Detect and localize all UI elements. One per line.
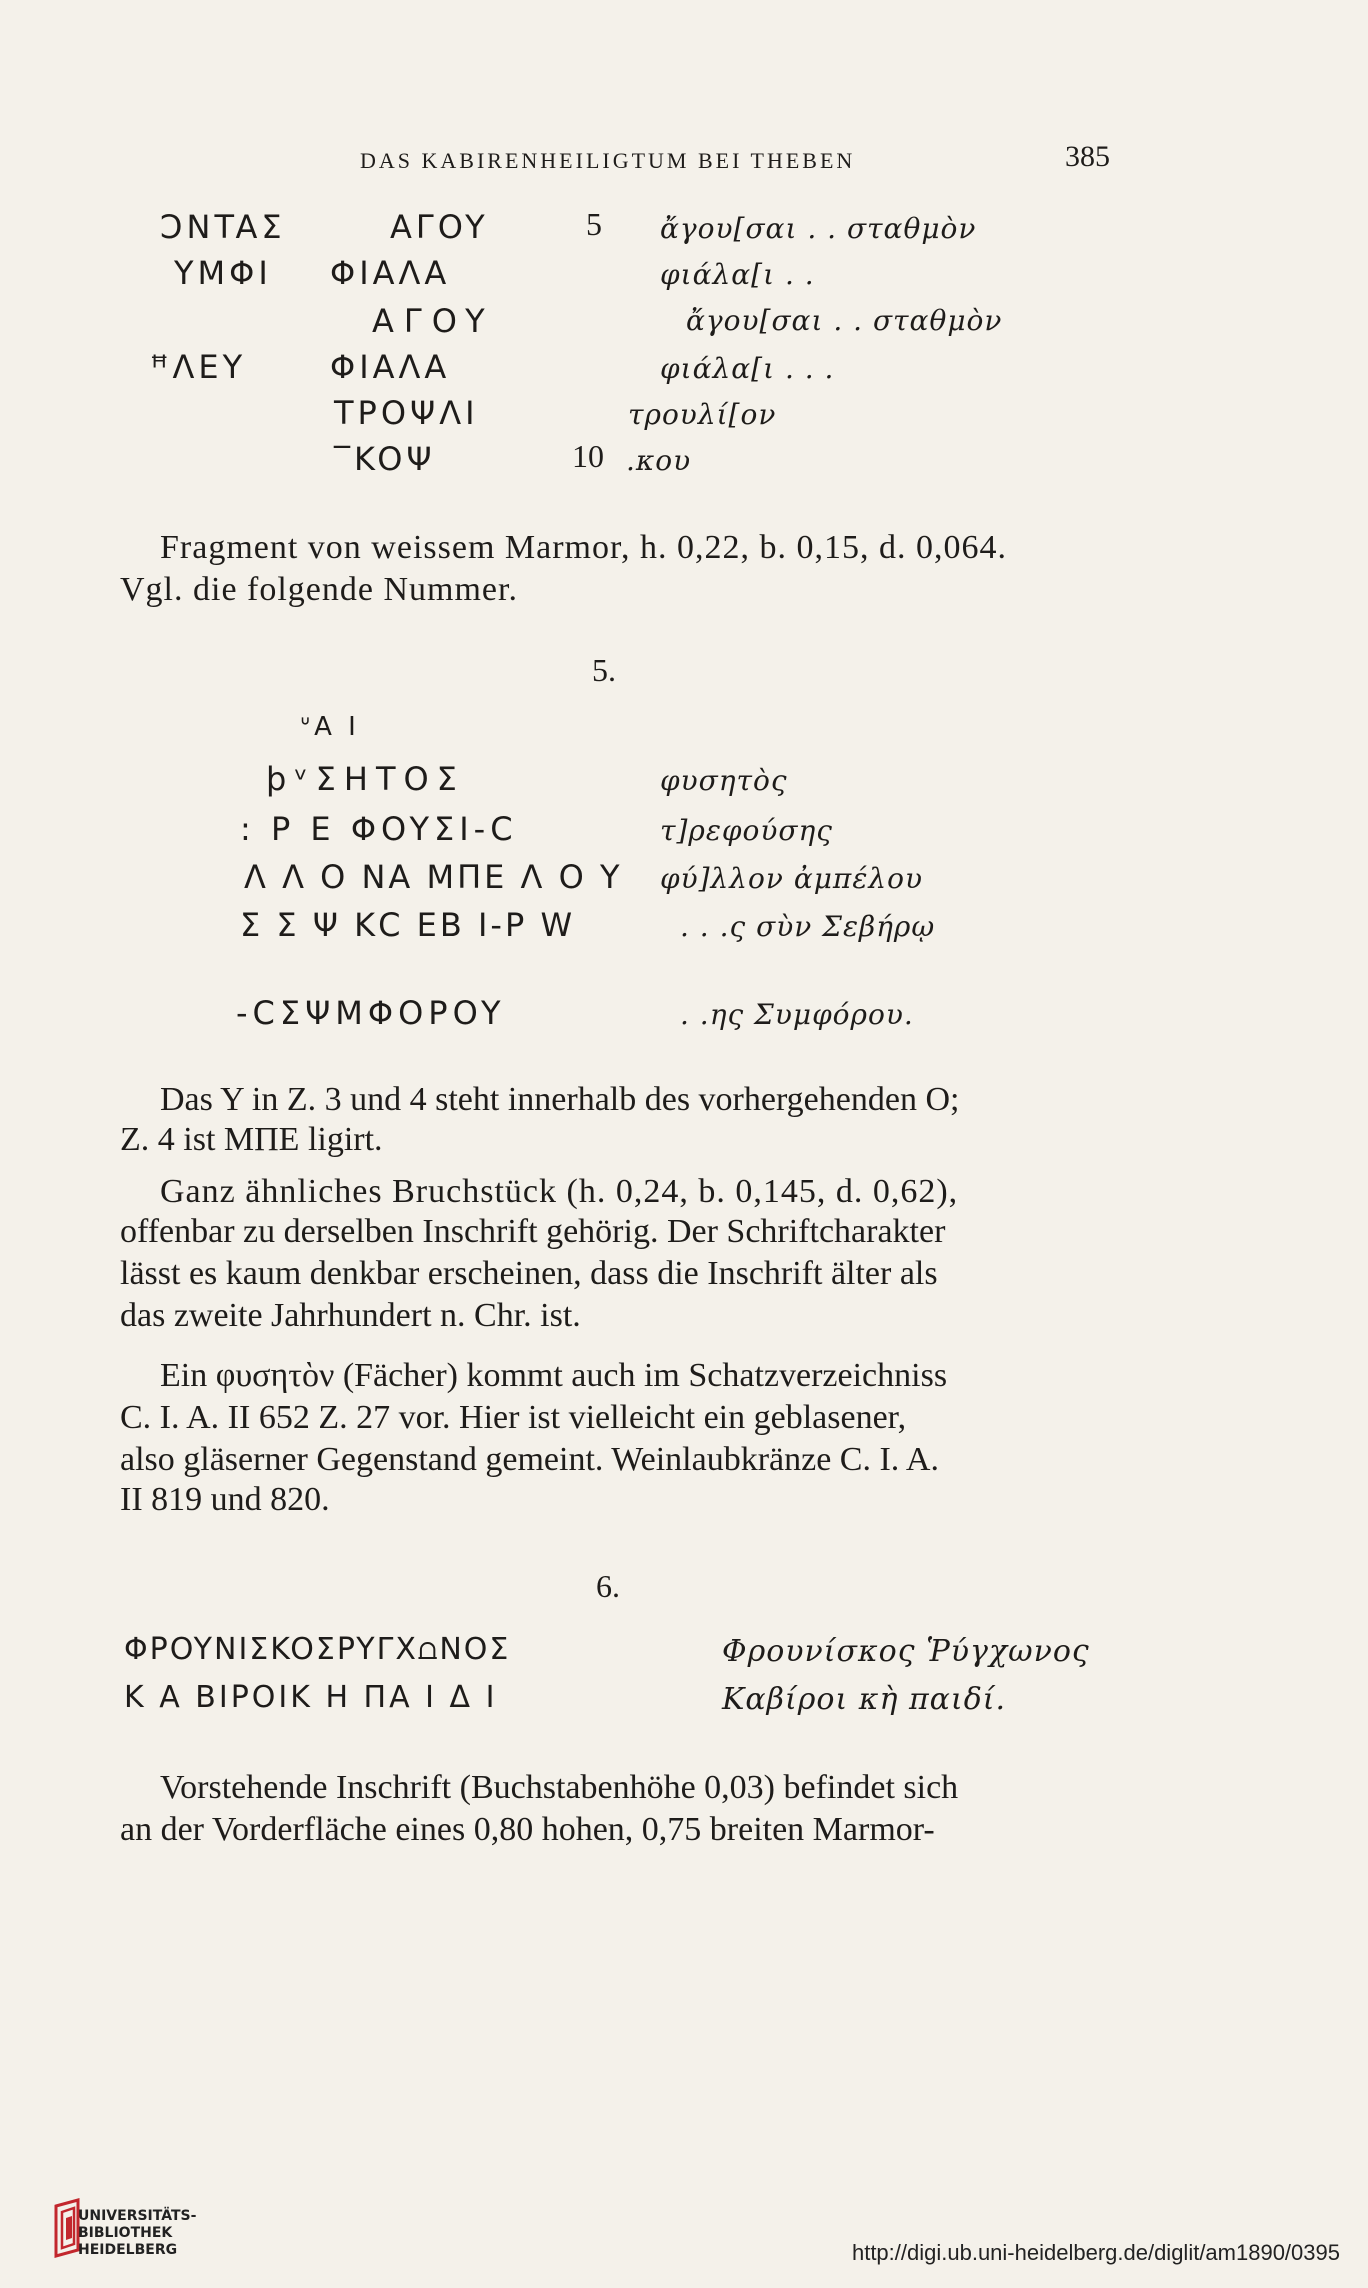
insc-left-4: ꟸΛEY xyxy=(150,348,247,386)
greek5-line-3: τ]ρεφούσης xyxy=(660,814,833,847)
final-line-1: Vorstehende Inschrift (Buchstabenhöhe 0,03) befindet sich xyxy=(160,1769,959,1806)
greek-transcription-4: φιάλα[ι . . . xyxy=(660,352,835,385)
comment-p1-l1: Das Y in Z. 3 und 4 steht innerhalb des vorhergehenden O; xyxy=(160,1081,960,1118)
line-number-10: 10 xyxy=(572,438,604,474)
greek-transcription-5: τρουλί[ον xyxy=(628,398,777,431)
comment-p3-l1: Ein φυσητὸν (Fächer) kommt auch im Schatzverzeichniss xyxy=(160,1357,948,1394)
line-number-5: 5 xyxy=(586,206,602,242)
greek-transcription-6: .κου xyxy=(626,444,692,477)
insc-mid-2: ΦIAΛA xyxy=(330,254,451,292)
insc5-line-3: : P E ΦOYΣI-Ϲ xyxy=(240,810,518,848)
source-url-link[interactable]: http://digi.ub.uni-heidelberg.de/diglit/am1890/0395 xyxy=(851,2240,1340,2265)
insc-mid-6: ‾KOΨ xyxy=(334,440,436,478)
insc-mid-4: ΦIAΛA xyxy=(330,348,451,386)
insc-mid-1: AΓOY xyxy=(390,208,489,246)
greek5-line-4: φύ]λλον ἀμπέλου xyxy=(660,862,923,895)
greek5-line-2: φυσητὸς xyxy=(660,764,788,797)
insc-left-1: ƆNTAΣ xyxy=(160,208,286,246)
comment-p1-l2: Z. 4 ist MΠE ligirt. xyxy=(120,1121,383,1158)
greek-transcription-1: ἄγου[σαι . . σταθμὸν xyxy=(660,212,977,245)
section-number-6: 6. xyxy=(596,1568,620,1604)
greek-transcription-3: ἄγου[σαι . . σταθμὸν xyxy=(686,304,1003,337)
section-number-5: 5. xyxy=(592,652,616,688)
comment-p2-l4: das zweite Jahrhundert n. Chr. ist. xyxy=(120,1297,581,1334)
library-name xyxy=(78,2208,196,2259)
insc-left-2: YMΦI xyxy=(174,254,272,292)
greek6-line-1: Φρουνίσκος Ῥύγχωνος xyxy=(722,1634,1090,1669)
greek5-line-6: . .ης Συμφόρου. xyxy=(680,998,914,1031)
greek5-line-5: . . .ς σὺν Σεβήρῳ xyxy=(680,910,936,943)
comment-p2-l1: Ganz ähnliches Bruchstück (h. 0,24, b. 0,145, d. 0,62), xyxy=(160,1173,959,1210)
insc-mid-3: AΓOY xyxy=(372,302,495,340)
insc6-line-2: K A BIPOIK H ΠA I Δ I xyxy=(124,1680,498,1715)
greek-transcription-2: φιάλα[ι . . xyxy=(660,258,815,291)
comment-p2-l3: lässt es kaum denkbar erscheinen, dass die Inschrift älter als xyxy=(120,1255,938,1292)
running-title: DAS KABIRENHEILIGTUM BEI THEBEN xyxy=(360,148,856,173)
comment-p3-l3: also gläserner Gegenstand gemeint. Weinlaubkränze C. I. A. xyxy=(120,1441,939,1478)
final-line-2: an der Vorderfläche eines 0,80 hohen, 0,75 breiten Marmor- xyxy=(120,1811,935,1848)
page-number: 385 xyxy=(1065,140,1110,173)
library-name-line-1: UNIVERSITÄTS- xyxy=(78,2208,197,2224)
insc5-line-2: ϸᵛΣHTOΣ xyxy=(266,760,465,798)
insc5-line-1: ᐡA I xyxy=(300,712,360,742)
description-line-2: Vgl. die folgende Nummer. xyxy=(120,571,518,608)
library-name-line-2: BIBLIOTHEK xyxy=(78,2225,173,2241)
greek6-line-2: Καβίροι κὴ παιδί. xyxy=(722,1682,1007,1717)
comment-p3-l4: II 819 und 820. xyxy=(120,1481,330,1518)
insc5-line-5: Σ Σ Ψ ΚϹ EB I-P W xyxy=(240,906,576,944)
insc5-line-6: -ϹΣΨMΦOPOY xyxy=(236,994,506,1032)
comment-p2-l2: offenbar zu derselben Inschrift gehörig. Der Schriftcharakter xyxy=(120,1213,946,1250)
description-line-1: Fragment von weissem Marmor, h. 0,22, b. 0,15, d. 0,064. xyxy=(160,529,1007,566)
insc5-line-4: Λ Λ O NA MΠE Λ O Y xyxy=(244,858,623,896)
insc6-line-1: ΦPOYNIΣKOΣPYΓX⩍NOΣ xyxy=(124,1632,511,1667)
library-name-line-3: HEIDELBERG xyxy=(78,2242,178,2258)
insc-mid-5: TPOΨΛI xyxy=(334,394,479,432)
comment-p3-l2: C. I. A. II 652 Z. 27 vor. Hier ist vielleicht ein geblasener, xyxy=(120,1399,907,1436)
